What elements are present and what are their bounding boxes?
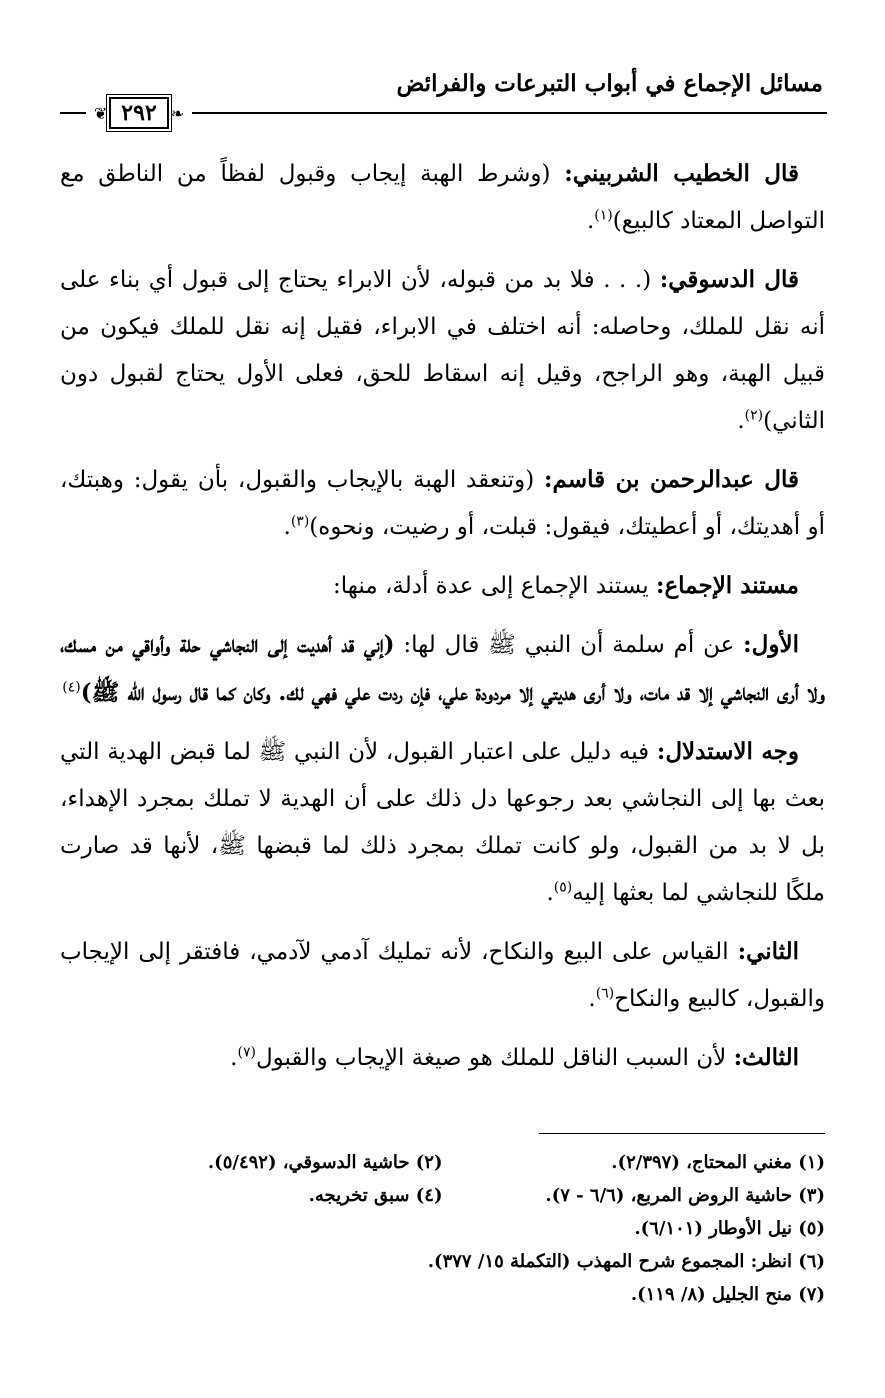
paragraph-ibn-qasim: قال عبدالرحمن بن قاسم: (وتنعقد الهبة بالإيجاب والقبول، بأن يقول: وهبتك، أو أهديتك، أو أعطيتك، فيقول: قبلت، أو رضيت، ونحوه)$^{(٣)}$.	[60, 466, 825, 540]
footnote-6: (٦) انظر: المجموع شرح المهذب (التكملة ١٥/ ٣٧٧).	[427, 1251, 825, 1272]
paragraph-second-evidence: الثاني: القياس على البيع والنكاح، لأنه تمليك آدمي لآدمي، فافتقر إلى الإيجاب والقبول، كالبيع والنكاح$^{(٦)}$.	[60, 938, 825, 1012]
footnote-row	[60, 1179, 825, 1212]
evidence-label: الأول:	[743, 631, 799, 658]
quote: (وشرط الهبة إيجاب وقبول لفظاً من الناطق مع التواصل المعتاد كالبيع)	[60, 161, 825, 234]
footnote-row	[60, 1146, 825, 1179]
text: يستند الإجماع إلى عدة أدلة، منها:	[333, 573, 656, 599]
footnote-ref: (٧)	[237, 1044, 256, 1061]
footnote-ref: (٤)	[62, 679, 81, 696]
page-number: ٢٩٢	[109, 97, 168, 129]
footnotes	[60, 1146, 825, 1311]
footnote-2: (٢) حاشية الدسوقي، (٥/٤٩٢).	[207, 1152, 443, 1173]
paragraph-third-evidence: الثالث: لأن السبب الناقل للملك هو صيغة الإيجاب والقبول$^{(٧)}$.	[230, 1044, 799, 1071]
evidence-label: الثاني:	[737, 938, 799, 965]
section-heading: مستند الإجماع:	[655, 572, 799, 599]
text: فيه دليل على اعتبار القبول، لأن النبي ﷺ لما قبض الهدية التي بعث بها إلى النجاشي بعد رجوعها دل ذلك على أن الهدية لا تملك بمجرد الإهداء، بل لا بد من القبول، ولو كانت تملك بمجرد ذلك لما قبضها ﷺ، لأنها قد صارت ملكًا للنجاشي لما بعثها إليه	[60, 739, 825, 906]
footnote-ref: (٥)	[553, 879, 573, 896]
paragraph-sherbini: قال الخطيب الشربيني: (وشرط الهبة إيجاب وقبول لفظاً من الناطق مع التواصل المعتاد كالبيع)$^{(١)}$.	[60, 160, 825, 234]
speaker: قال الخطيب الشربيني:	[564, 160, 799, 187]
footnote-4: (٤) سبق تخريجه.	[308, 1185, 443, 1206]
footnote-ref: (٢)	[744, 407, 764, 424]
footnote-7: (٧) منح الجليل (٨/ ١١٩).	[630, 1284, 825, 1305]
speaker: قال الدسوقي:	[659, 266, 799, 293]
footnote-3: (٣) حاشية الروض المربع، (٦/٦ - ٧).	[545, 1185, 825, 1206]
quote: (وتنعقد الهبة بالإيجاب والقبول، بأن يقول: وهبتك، أو أهديتك، أو أعطيتك، فيقول: قبلت، أو رضيت، ونحوه)	[60, 467, 825, 540]
evidence-label: الثالث:	[733, 1044, 799, 1071]
paragraph-inference: وجه الاستدلال: فيه دليل على اعتبار القبول، لأن النبي ﷺ لما قبض الهدية التي بعث بها إلى النجاشي بعد رجوعها دل ذلك على أن الهدية لا تملك بمجرد الإهداء، بل لا بد من القبول، ولو كانت تملك بمجرد ذلك لما قبضها ﷺ، لأنها قد صارت ملكًا للنجاشي لما بعثها إليه$^{(٥)}$.	[60, 738, 825, 906]
body-text	[60, 150, 825, 1093]
footnote-ref: (٣)	[290, 513, 310, 530]
ornament-left-icon: ❦	[93, 103, 108, 123]
footnote-ref: (١)	[594, 207, 613, 224]
footnote-rule	[539, 1133, 825, 1134]
footnote-ref: (٦)	[595, 985, 615, 1002]
quote: (. . . فلا بد من قبوله، لأن الابراء يحتاج إلى قبول أي بناء على أنه نقل للملك، وحاصله: أنه اختلف في الابراء، فقيل إنه نقل للملك فيكون من قبيل الهبة، وهو الراجح، وقيل إنه اسقاط للحق، فعلى الأول يحتاج لقبول دون الثاني)	[60, 267, 825, 434]
page-number-ornament	[86, 94, 192, 132]
text: القياس على البيع والنكاح، لأنه تمليك آدمي لآدمي، فافتقر إلى الإيجاب والقبول، كالبيع والنكاح	[60, 939, 825, 1012]
text: عن أم سلمة أن النبي ﷺ قال لها:	[394, 632, 744, 658]
hadith-quote: (إني قد أهديت إلى النجاشي حلة وأواقي من مسك، ولا أرى النجاشي إلا قد مات، ولا أرى هديتي إلا مردودة علي، فإن ردت علي فهي لك. وكان كما قال رسول الله ﷺ)	[60, 631, 825, 706]
text: لأن السبب الناقل للملك هو صيغة الإيجاب والقبول	[255, 1045, 734, 1071]
paragraph-first-evidence	[60, 621, 825, 717]
paragraph-basis-of-consensus	[60, 562, 825, 610]
speaker: قال عبدالرحمن بن قاسم:	[544, 466, 799, 493]
footnote-5: (٥) نيل الأوطار (٦/١٠١).	[634, 1218, 825, 1239]
running-head-title: مسائل الإجماع في أبواب التبرعات والفرائض	[396, 70, 823, 97]
section-heading: وجه الاستدلال:	[656, 738, 799, 765]
footnote-1: (١) مغني المحتاج، (٢/٣٩٧).	[611, 1152, 825, 1173]
paragraph-dasuqi: قال الدسوقي: (. . . فلا بد من قبوله، لأن الابراء يحتاج إلى قبول أي بناء على أنه نقل للملك، وحاصله: أنه اختلف في الابراء، فقيل إنه نقل للملك فيكون من قبيل الهبة، وهو الراجح، وقيل إنه اسقاط للحق، فعلى الأول يحتاج لقبول دون الثاني)$^{(٢)}$.	[60, 266, 825, 434]
ornament-right-icon: ❧	[170, 103, 185, 123]
